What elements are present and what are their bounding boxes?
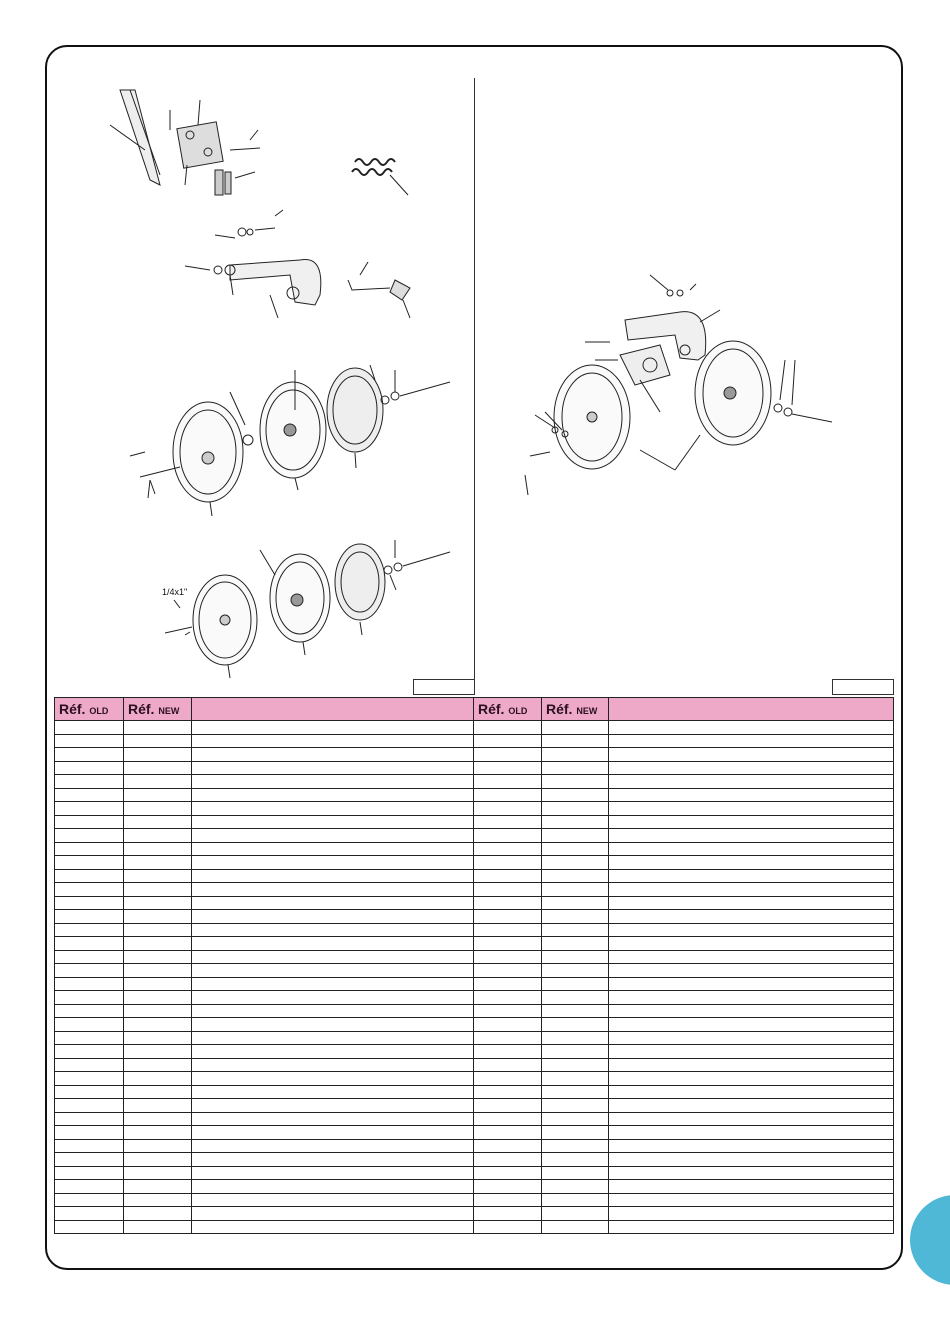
table-cell [192, 923, 474, 937]
table-row [55, 1166, 894, 1180]
table-cell [192, 1180, 474, 1194]
header-ref-old-left: Réf. OLD [55, 698, 124, 721]
table-cell [474, 842, 542, 856]
table-cell [55, 896, 124, 910]
table-row [55, 721, 894, 735]
table-cell [474, 869, 542, 883]
table-cell [609, 937, 894, 951]
table-cell [542, 991, 609, 1005]
table-cell [474, 991, 542, 1005]
table-cell [124, 1139, 192, 1153]
table-cell [542, 1072, 609, 1086]
table-cell [609, 1166, 894, 1180]
table-row [55, 829, 894, 843]
table-cell [192, 964, 474, 978]
table-row [55, 1045, 894, 1059]
table-cell [609, 991, 894, 1005]
table-cell [609, 896, 894, 910]
table-row [55, 1099, 894, 1113]
table-cell [124, 1045, 192, 1059]
table-cell [124, 815, 192, 829]
table-cell [474, 1193, 542, 1207]
table-cell [55, 788, 124, 802]
table-cell [542, 1193, 609, 1207]
table-cell [542, 842, 609, 856]
table-row [55, 910, 894, 924]
table-cell [609, 977, 894, 991]
table-cell [55, 721, 124, 735]
table-cell [124, 923, 192, 937]
table-cell [192, 1004, 474, 1018]
table-cell [542, 883, 609, 897]
table-cell [124, 1126, 192, 1140]
table-cell [542, 1085, 609, 1099]
table-cell [55, 1139, 124, 1153]
table-cell [609, 1180, 894, 1194]
table-cell [542, 1018, 609, 1032]
table-cell [192, 775, 474, 789]
table-cell [192, 721, 474, 735]
table-cell [124, 1099, 192, 1113]
table-cell [474, 1018, 542, 1032]
table-cell [474, 923, 542, 937]
table-cell [542, 950, 609, 964]
table-cell [192, 991, 474, 1005]
table-cell [55, 1180, 124, 1194]
table-cell [609, 1153, 894, 1167]
table-cell [542, 1139, 609, 1153]
table-row [55, 788, 894, 802]
table-cell [542, 896, 609, 910]
right-exploded-diagram [500, 260, 860, 500]
table-cell [474, 977, 542, 991]
table-cell [55, 775, 124, 789]
table-cell [124, 1153, 192, 1167]
table-row [55, 842, 894, 856]
table-cell [474, 734, 542, 748]
table-cell [474, 1112, 542, 1126]
table-cell [474, 1153, 542, 1167]
table-cell [609, 721, 894, 735]
table-row [55, 1180, 894, 1194]
table-cell [55, 937, 124, 951]
table-cell [542, 1220, 609, 1234]
table-cell [192, 1220, 474, 1234]
table-cell [609, 950, 894, 964]
table-cell [124, 1180, 192, 1194]
table-cell [474, 937, 542, 951]
table-cell [542, 1153, 609, 1167]
table-cell [609, 802, 894, 816]
table-cell [609, 1099, 894, 1113]
table-cell [609, 1139, 894, 1153]
table-cell [192, 1031, 474, 1045]
table-row [55, 977, 894, 991]
table-cell [124, 856, 192, 870]
table-cell [192, 1112, 474, 1126]
table-cell [609, 1085, 894, 1099]
table-cell [474, 721, 542, 735]
table-cell [474, 1220, 542, 1234]
table-cell [474, 910, 542, 924]
table-row [55, 1153, 894, 1167]
table-row [55, 761, 894, 775]
table-cell [474, 1085, 542, 1099]
table-row [55, 1220, 894, 1234]
table-cell [609, 1220, 894, 1234]
table-cell [474, 788, 542, 802]
page-tab-marker [910, 1195, 950, 1285]
table-cell [609, 1126, 894, 1140]
table-cell [124, 950, 192, 964]
table-cell [124, 1031, 192, 1045]
table-cell [542, 1058, 609, 1072]
table-cell [609, 815, 894, 829]
table-cell [474, 1072, 542, 1086]
table-cell [55, 977, 124, 991]
table-cell [542, 721, 609, 735]
table-row [55, 1139, 894, 1153]
table-cell [192, 896, 474, 910]
table-cell [55, 1153, 124, 1167]
table-cell [542, 923, 609, 937]
table-cell [192, 788, 474, 802]
table-cell [192, 842, 474, 856]
table-cell [124, 1058, 192, 1072]
table-cell [609, 734, 894, 748]
table-cell [609, 923, 894, 937]
table-row [55, 1193, 894, 1207]
table-cell [609, 1004, 894, 1018]
table-cell [192, 748, 474, 762]
table-cell [542, 748, 609, 762]
table-cell [542, 869, 609, 883]
table-cell [542, 910, 609, 924]
table-cell [55, 1112, 124, 1126]
table-cell [609, 964, 894, 978]
table-cell [124, 937, 192, 951]
table-cell [55, 923, 124, 937]
table-cell [124, 883, 192, 897]
table-cell [474, 1058, 542, 1072]
table-cell [192, 883, 474, 897]
table-cell [124, 869, 192, 883]
table-row [55, 937, 894, 951]
table-cell [192, 1166, 474, 1180]
table-row [55, 1085, 894, 1099]
table-cell [192, 761, 474, 775]
table-cell [124, 1072, 192, 1086]
table-cell [474, 1180, 542, 1194]
table-cell [124, 775, 192, 789]
left-diagram-ref-box [413, 679, 475, 695]
table-cell [542, 1099, 609, 1113]
table-cell [542, 1031, 609, 1045]
table-cell [124, 829, 192, 843]
table-row [55, 923, 894, 937]
table-cell [474, 896, 542, 910]
table-row [55, 869, 894, 883]
table-cell [124, 788, 192, 802]
table-cell [474, 1004, 542, 1018]
right-diagram-ref-box [832, 679, 894, 695]
table-cell [124, 802, 192, 816]
table-cell [192, 869, 474, 883]
table-cell [192, 1072, 474, 1086]
table-row [55, 748, 894, 762]
table-cell [124, 721, 192, 735]
table-cell [124, 964, 192, 978]
table-cell [609, 1072, 894, 1086]
left-exploded-diagram [90, 80, 470, 680]
table-cell [542, 1126, 609, 1140]
parts-table-body [55, 721, 894, 1234]
table-row [55, 775, 894, 789]
table-cell [542, 829, 609, 843]
table-cell [609, 775, 894, 789]
table-cell [124, 1085, 192, 1099]
table-cell [55, 1058, 124, 1072]
table-cell [474, 748, 542, 762]
table-cell [55, 748, 124, 762]
table-cell [192, 856, 474, 870]
table-cell [55, 1045, 124, 1059]
table-cell [474, 1207, 542, 1221]
table-cell [192, 1045, 474, 1059]
table-cell [474, 950, 542, 964]
table-cell [542, 1207, 609, 1221]
table-cell [124, 748, 192, 762]
column-divider [474, 78, 475, 695]
header-ref-old-right: Réf. OLD [474, 698, 542, 721]
table-cell [192, 829, 474, 843]
bolt-size-label: 1/4x1" [162, 587, 188, 597]
table-cell [474, 1139, 542, 1153]
table-cell [55, 842, 124, 856]
table-cell [192, 734, 474, 748]
table-cell [609, 1193, 894, 1207]
header-description-right [609, 698, 894, 721]
table-cell [124, 991, 192, 1005]
table-cell [124, 734, 192, 748]
table-cell [55, 950, 124, 964]
table-cell [55, 802, 124, 816]
table-cell [542, 856, 609, 870]
table-cell [609, 829, 894, 843]
table-row [55, 1004, 894, 1018]
table-row [55, 1072, 894, 1086]
table-row [55, 1031, 894, 1045]
table-cell [542, 788, 609, 802]
table-row [55, 1126, 894, 1140]
table-cell [609, 761, 894, 775]
table-cell [55, 1072, 124, 1086]
table-cell [124, 842, 192, 856]
table-row [55, 734, 894, 748]
table-cell [192, 1139, 474, 1153]
table-cell [192, 802, 474, 816]
table-cell [192, 1018, 474, 1032]
table-cell [192, 1193, 474, 1207]
table-cell [474, 964, 542, 978]
table-cell [542, 1112, 609, 1126]
table-cell [474, 856, 542, 870]
table-cell [55, 829, 124, 843]
table-cell [609, 1058, 894, 1072]
table-cell [55, 1018, 124, 1032]
table-cell [55, 883, 124, 897]
table-cell [542, 1045, 609, 1059]
table-cell [609, 788, 894, 802]
header-description-left [192, 698, 474, 721]
table-cell [474, 1126, 542, 1140]
table-cell [474, 761, 542, 775]
parts-table [54, 697, 894, 1234]
table-cell [124, 1018, 192, 1032]
table-cell [55, 1085, 124, 1099]
table-cell [124, 910, 192, 924]
table-cell [542, 1004, 609, 1018]
table-row [55, 1112, 894, 1126]
table-cell [609, 1031, 894, 1045]
table-row [55, 964, 894, 978]
table-cell [542, 964, 609, 978]
table-cell [192, 977, 474, 991]
table-cell [192, 910, 474, 924]
table-cell [192, 1207, 474, 1221]
table-cell [609, 883, 894, 897]
table-cell [542, 815, 609, 829]
table-cell [192, 1126, 474, 1140]
table-row [55, 950, 894, 964]
table-cell [542, 977, 609, 991]
table-cell [474, 829, 542, 843]
table-cell [124, 761, 192, 775]
table-cell [55, 734, 124, 748]
table-cell [55, 1031, 124, 1045]
table-cell [124, 1166, 192, 1180]
table-cell [474, 775, 542, 789]
table-cell [124, 1220, 192, 1234]
table-cell [542, 1180, 609, 1194]
table-cell [192, 1085, 474, 1099]
table-cell [124, 1207, 192, 1221]
table-cell [609, 842, 894, 856]
table-cell [609, 856, 894, 870]
table-row [55, 1058, 894, 1072]
table-cell [124, 1112, 192, 1126]
table-row [55, 1207, 894, 1221]
table-cell [55, 1166, 124, 1180]
table-cell [474, 1045, 542, 1059]
table-row [55, 1018, 894, 1032]
table-cell [474, 1099, 542, 1113]
table-cell [55, 1220, 124, 1234]
table-header-row [55, 698, 894, 721]
table-cell [609, 748, 894, 762]
table-cell [609, 1018, 894, 1032]
table-cell [192, 937, 474, 951]
table-cell [55, 964, 124, 978]
table-row [55, 856, 894, 870]
table-cell [55, 815, 124, 829]
table-cell [55, 1126, 124, 1140]
table-cell [55, 910, 124, 924]
table-cell [474, 802, 542, 816]
table-cell [609, 1045, 894, 1059]
table-cell [609, 910, 894, 924]
table-cell [542, 937, 609, 951]
table-cell [542, 802, 609, 816]
table-cell [55, 856, 124, 870]
table-cell [474, 883, 542, 897]
table-cell [192, 1058, 474, 1072]
table-cell [474, 1166, 542, 1180]
table-cell [55, 1193, 124, 1207]
table-cell [192, 950, 474, 964]
table-cell [124, 1193, 192, 1207]
table-cell [474, 1031, 542, 1045]
table-cell [542, 775, 609, 789]
table-row [55, 815, 894, 829]
table-row [55, 991, 894, 1005]
table-cell [55, 1207, 124, 1221]
table-cell [55, 869, 124, 883]
table-cell [55, 1099, 124, 1113]
table-row [55, 883, 894, 897]
table-cell [474, 815, 542, 829]
table-cell [609, 1207, 894, 1221]
header-ref-new-left: Réf. NEW [124, 698, 192, 721]
table-cell [542, 1166, 609, 1180]
table-cell [192, 815, 474, 829]
table-cell [192, 1099, 474, 1113]
table-cell [124, 977, 192, 991]
header-ref-new-right: Réf. NEW [542, 698, 609, 721]
table-row [55, 896, 894, 910]
table-cell [542, 734, 609, 748]
table-cell [55, 1004, 124, 1018]
table-cell [609, 1112, 894, 1126]
table-cell [124, 896, 192, 910]
table-cell [609, 869, 894, 883]
table-cell [542, 761, 609, 775]
table-cell [124, 1004, 192, 1018]
table-cell [192, 1153, 474, 1167]
table-row [55, 802, 894, 816]
table-cell [55, 761, 124, 775]
table-cell [55, 991, 124, 1005]
